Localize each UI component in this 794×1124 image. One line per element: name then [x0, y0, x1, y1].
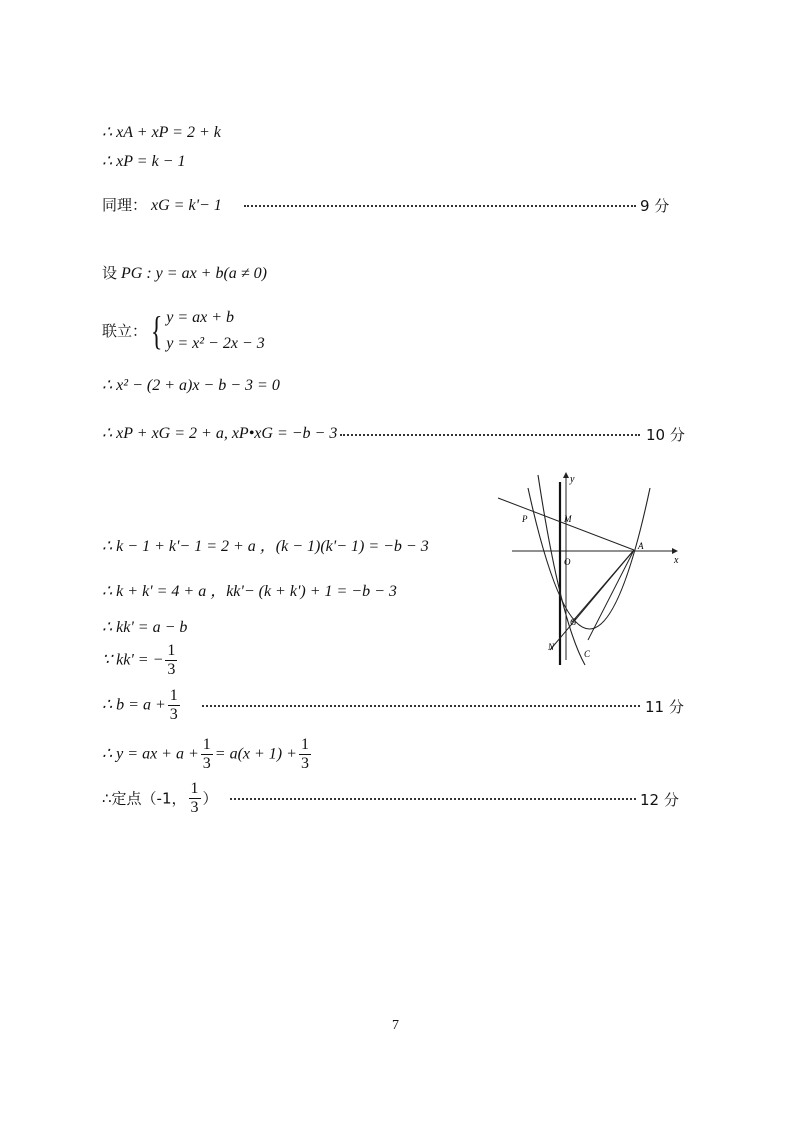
line-xa-plus-xp	[102, 123, 221, 143]
line-an	[550, 550, 634, 650]
parabola	[528, 488, 650, 629]
line-k-sum	[102, 537, 429, 557]
dotted-leader	[244, 205, 636, 207]
line-k-plus-kprime	[102, 582, 397, 602]
eq-text: ∴ b = a +	[102, 696, 166, 714]
line-pg-def	[102, 263, 267, 284]
label-y: y	[570, 474, 575, 485]
label-x: x	[674, 555, 679, 566]
frac-den: 3	[190, 798, 199, 816]
score-9: 9 分	[640, 197, 670, 215]
line-system	[102, 305, 265, 357]
fraction-one-third	[168, 687, 180, 724]
eq-text: ∴ k + k' = 4 + a ，kk'− (k + k') + 1 = −b − 3	[102, 583, 397, 600]
label-she: 设	[102, 264, 118, 282]
line-xp	[102, 152, 185, 172]
left-brace: {	[150, 308, 163, 353]
label-close-paren: ）	[202, 789, 218, 808]
parabola-figure	[490, 470, 690, 670]
frac-den: 3	[300, 754, 309, 772]
line-xg	[102, 195, 222, 216]
frac-num: 1	[190, 779, 199, 797]
frac-den: 3	[169, 705, 178, 723]
dotted-leader	[202, 705, 640, 707]
eq-text: ∴ x² − (2 + a)x − b − 3 = 0	[102, 377, 280, 394]
line-kk-value	[102, 640, 179, 680]
eq-text: ∴ xP + xG = 2 + a, xP•xG = −b − 3	[102, 425, 338, 442]
label-lianli: 联立：	[102, 322, 148, 340]
score-12: 12 分	[640, 791, 679, 809]
label-p: P	[522, 514, 528, 524]
dotted-leader	[340, 434, 640, 436]
label-tongli: 同理：	[102, 196, 148, 214]
x-axis-arrow	[672, 548, 678, 554]
line-y-form	[102, 734, 313, 774]
line-vieta	[102, 424, 337, 444]
label-g: G	[570, 617, 577, 627]
eq-2: y = x² − 2x − 3	[166, 335, 265, 352]
line-fixed-point	[102, 778, 218, 818]
label-a: A	[638, 541, 644, 551]
label-c: C	[584, 649, 591, 659]
eq-text: ∴ xP = k − 1	[102, 153, 186, 170]
frac-num: 1	[169, 686, 178, 704]
eq-text: xG = k'− 1	[151, 197, 222, 214]
fraction-one-third	[165, 642, 177, 679]
fraction-one-third	[299, 736, 311, 773]
label-o: O	[564, 557, 571, 567]
fraction-one-third	[189, 780, 201, 817]
eq-1: y = ax + b	[166, 309, 235, 326]
label-m: M	[564, 514, 572, 524]
line-quadratic	[102, 376, 280, 396]
page-number: 7	[392, 1018, 399, 1033]
score-10: 10 分	[646, 426, 685, 444]
frac-num: 1	[167, 641, 176, 659]
eq-text: = a(x + 1) +	[214, 745, 297, 763]
eq-text: ∴ y = ax + a +	[102, 745, 199, 763]
frac-den: 3	[202, 754, 211, 772]
eq-text: ∵ kk' = −	[102, 651, 164, 669]
eq-text: PG : y = ax + b(a ≠ 0)	[121, 265, 267, 282]
score-11: 11 分	[645, 698, 684, 716]
frac-num: 1	[202, 735, 211, 753]
eq-text: ∴ kk' = a − b	[102, 619, 188, 636]
eq-text: ∴ xA + xP = 2 + k	[102, 124, 221, 141]
frac-den: 3	[167, 660, 176, 678]
line-b-value	[102, 685, 182, 725]
fraction-one-third	[201, 736, 213, 773]
line-kk-eq	[102, 618, 187, 638]
frac-num: 1	[300, 735, 309, 753]
label-n: N	[548, 642, 555, 652]
y-axis-arrow	[563, 472, 569, 478]
equation-system	[166, 305, 265, 357]
label-dingdian: ∴定点（-1，	[102, 789, 187, 808]
dotted-leader	[230, 798, 636, 800]
eq-text: ∴ k − 1 + k'− 1 = 2 + a ，(k − 1)(k'− 1) = −b − 3	[102, 538, 429, 555]
